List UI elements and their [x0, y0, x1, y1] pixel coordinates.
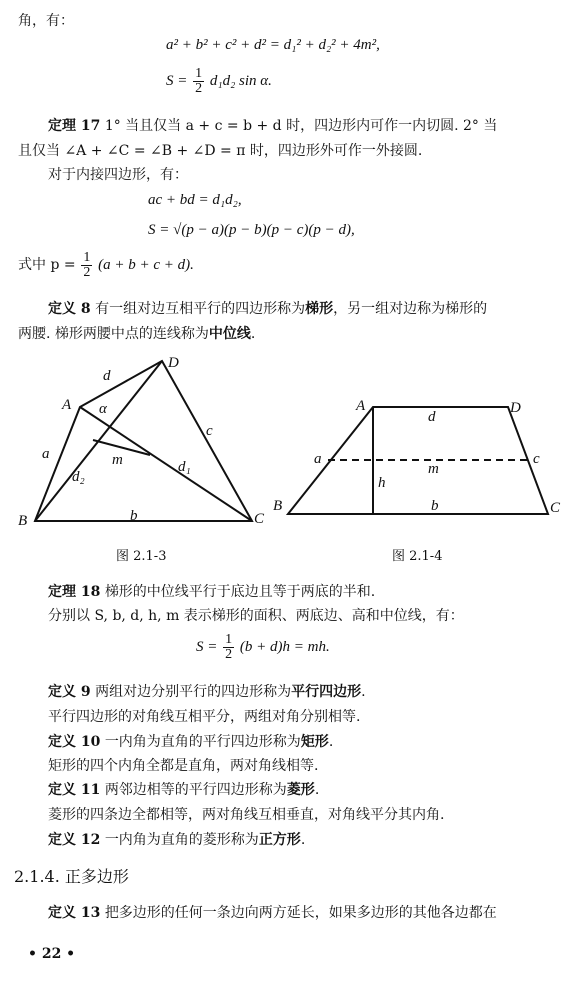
definition-text: ，另一组对边称为梯形的 [333, 301, 488, 317]
definition-13 [48, 904, 497, 922]
definition-text: 两腰. 梯形两腰中点的连线称为 [18, 326, 209, 342]
definition-text: 一内角为直角的平行四边形称为 [104, 734, 301, 750]
fraction [193, 67, 204, 96]
diagonal-label-d2: d₂ [72, 469, 85, 485]
side-label-b: b [130, 508, 138, 524]
height-label-h: h [378, 475, 386, 491]
theorem-17 [48, 117, 497, 135]
side-label-b: b [431, 498, 439, 514]
definition-term: 正方形 [258, 832, 301, 848]
definition-term: 矩形 [300, 734, 329, 750]
cyclic-intro: 对于内接四边形，有： [48, 167, 188, 183]
vertex-label-b: B [18, 513, 28, 529]
figure-trapezoid [268, 390, 568, 530]
figure-caption: 图 2.1-4 [392, 549, 443, 564]
fraction-denominator: 2 [83, 265, 91, 281]
diagonal-d1 [80, 407, 252, 521]
definition-12 [48, 831, 305, 849]
figure-quadrilateral [0, 345, 290, 540]
page-number: • 22 • [28, 946, 76, 962]
definition-text: . [250, 326, 256, 342]
side-label-c: c [533, 451, 540, 467]
definition-label: 定义 13 [48, 905, 101, 921]
definition-term: 中位线 [208, 326, 251, 342]
equation-left: 式中 p = [18, 257, 76, 273]
equation-left: S = [196, 639, 218, 655]
theorem-text: 梯形的中位线平行于底边且等于两底的半和. [104, 584, 376, 600]
vertex-label-d: D [510, 400, 521, 416]
text-line: 角，有： [18, 13, 74, 29]
vertex-label-b: B [273, 498, 283, 514]
theorem-text: 1° 当且仅当 a + c = b + d 时，四边形内可作一内切圆. 2° 当 [104, 118, 498, 134]
fraction [81, 251, 92, 280]
midline-label-m: m [428, 461, 439, 477]
vertex-label-a: A [62, 397, 72, 413]
section-title: 2.1.4. 正多边形 [14, 867, 129, 886]
fraction-denominator: 2 [225, 647, 233, 663]
definition-text: . [314, 782, 320, 798]
definition-10 [48, 733, 333, 751]
side-label-c: c [206, 423, 213, 439]
side-label-a: a [42, 446, 50, 462]
definition-text: 两组对边分别平行的四边形称为 [95, 684, 292, 700]
equation-trapezoid-area [196, 632, 330, 662]
equation-sum-squares: a² + b² + c² + d² = d₁² + d₂² + 4m², [166, 37, 380, 53]
definition-text: 有一组对边互相平行的四边形称为 [95, 301, 306, 317]
figure-caption: 图 2.1-3 [116, 549, 167, 564]
definition-text: . [361, 684, 366, 700]
equation-right: (a + b + c + d). [98, 257, 194, 273]
fraction-denominator: 2 [195, 81, 203, 97]
vertex-label-c: C [550, 500, 561, 516]
definition-label: 定义 12 [48, 832, 101, 848]
definition-11-continuation: 菱形的四条边全都相等，两对角线互相垂直，对角线平分其内角. [48, 807, 445, 823]
theorem-17-continuation: 且仅当 ∠A + ∠C = ∠B + ∠D = π 时，四边形外可作一外接圆. [18, 143, 423, 159]
definition-text: . [328, 734, 334, 750]
equation-right: d₁d₂ sin α. [209, 73, 272, 89]
definition-8 [48, 300, 487, 318]
side-label-a: a [314, 451, 322, 467]
definition-text: . [300, 832, 306, 848]
vertex-label-a: A [356, 398, 366, 414]
theorem-label: 定理 17 [48, 118, 101, 134]
semiperimeter-definition [18, 250, 194, 280]
fraction-numerator: 1 [225, 632, 233, 648]
fraction-numerator: 1 [83, 250, 91, 266]
theorem-18 [48, 583, 375, 601]
definition-term: 平行四边形 [291, 684, 362, 700]
definition-11 [48, 781, 319, 799]
vertex-label-d: D [168, 355, 179, 371]
theorem-label: 定理 18 [48, 584, 101, 600]
equation-ptolemy: ac + bd = d₁d₂, [148, 192, 242, 208]
definition-8-continuation [18, 325, 255, 343]
definition-term: 梯形 [305, 301, 334, 317]
definition-label: 定义 11 [48, 782, 101, 798]
definition-text: 一内角为直角的菱形称为 [104, 832, 259, 848]
diagonal-label-d1: d₁ [178, 459, 191, 475]
definition-label: 定义 10 [48, 734, 101, 750]
definition-label: 定义 8 [48, 301, 91, 317]
definition-text: 两邻边相等的平行四边形称为 [104, 782, 287, 798]
definition-label: 定义 9 [48, 684, 91, 700]
definition-term: 菱形 [286, 782, 315, 798]
midline-label-m: m [112, 452, 123, 468]
definition-9 [48, 683, 366, 701]
definition-10-continuation: 矩形的四个内角全都是直角，两对角线相等. [48, 758, 319, 774]
side-label-d: d [103, 368, 111, 384]
side-label-d: d [428, 409, 436, 425]
equation-left: S = [166, 73, 188, 89]
vertex-label-c: C [254, 511, 265, 527]
theorem-18-continuation: 分别以 S, b, d, h, m 表示梯形的面积、两底边、高和中位线，有： [48, 608, 464, 624]
equation-area-diagonals [166, 66, 272, 96]
angle-label-alpha: α [99, 401, 107, 417]
fraction [223, 633, 234, 662]
equation-brahmagupta: S = √(p − a)(p − b)(p − c)(p − d), [148, 222, 355, 238]
equation-right: (b + d)h = mh. [239, 639, 330, 655]
definition-9-continuation: 平行四边形的对角线互相平分，两组对角分别相等. [48, 709, 361, 725]
definition-text: 把多边形的任何一条边向两方延长，如果多边形的其他各边都在 [104, 905, 497, 921]
fraction-numerator: 1 [195, 66, 203, 82]
